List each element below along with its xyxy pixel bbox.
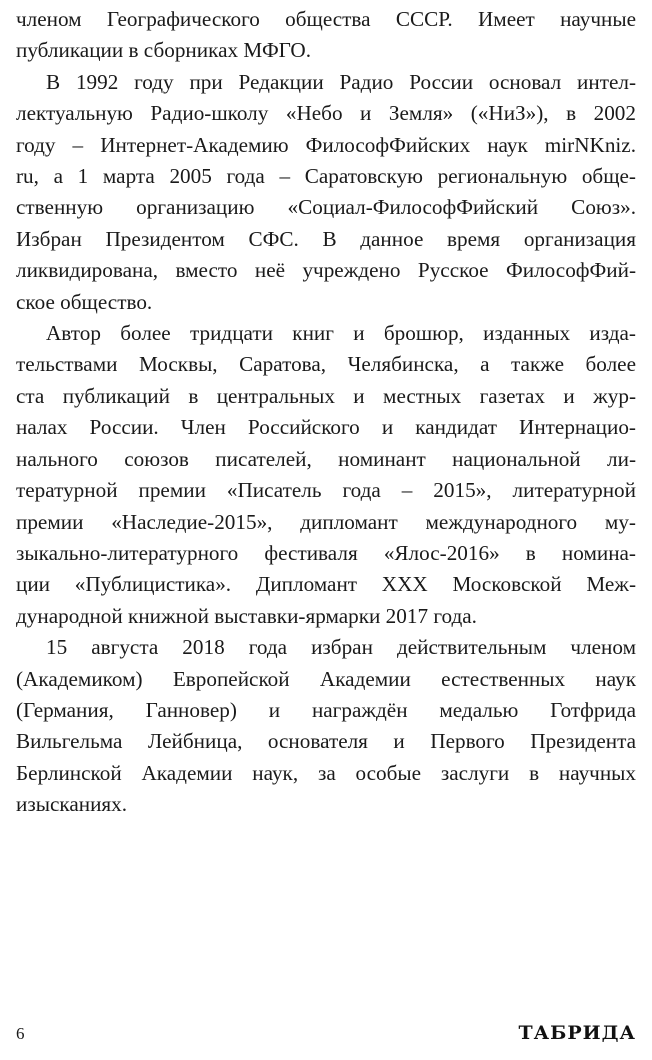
- text-line: (Германия, Ганновер) и награждён медалью Готфрида: [16, 697, 636, 722]
- text-line: премии «Наследие-2015», дипломант международного му-: [16, 509, 636, 534]
- paragraph-continuation: [16, 4, 636, 67]
- text-line: ru, а 1 марта 2005 года – Саратовскую региональную обще-: [16, 164, 636, 189]
- page-footer: [16, 1022, 636, 1050]
- text-line: 15 августа 2018 года избран действительным членом: [46, 635, 636, 660]
- page-number: 6: [16, 1024, 25, 1043]
- text-line: Избран Президентом СФС. В данное время организация: [16, 226, 636, 251]
- paragraph-author-works: [16, 318, 636, 632]
- text-line: зыкально-литературного фестиваля «Ялос-2016» в номина-: [16, 540, 636, 565]
- text-line: Вильгельма Лейбница, основателя и Первого Президента: [16, 729, 636, 754]
- text-line: ста публикаций в центральных и местных газетах и жур-: [16, 383, 636, 408]
- text-line: (Академиком) Европейской Академии естественных наук: [16, 666, 636, 691]
- text-line: ликвидирована, вместо неё учреждено Русское ФилософФий-: [16, 258, 636, 283]
- text-line: Автор более тридцати книг и брошюр, изданных изда-: [46, 321, 636, 346]
- text-line: В 1992 году при Редакции Радио России основал интел-: [46, 69, 636, 94]
- publisher-logo: ТАБРИДА: [518, 1022, 636, 1044]
- text-line: членом Географического общества СССР. Имеет научные: [16, 7, 636, 31]
- paragraph-radio-school: [16, 67, 636, 318]
- text-line: Берлинской Академии наук, за особые заслуги в научных: [16, 760, 636, 785]
- text-line: ское общество.: [16, 289, 153, 314]
- text-line: тельствами Москвы, Саратова, Челябинска, а также более: [16, 352, 636, 377]
- text-line: году – Интернет-Академию ФилософФийских наук mirNKniz.: [16, 132, 636, 157]
- book-page: [16, 0, 636, 1060]
- text-line: нального союзов писателей, номинант национальной ли-: [16, 446, 636, 471]
- text-line: публикации в сборниках МФГО.: [16, 38, 311, 63]
- text-line: ции «Публицистика». Дипломант XXX Московской Меж-: [16, 572, 636, 597]
- text-line: ственную организацию «Социал-ФилософФийский Союз».: [16, 195, 636, 220]
- text-line: лектуальную Радио-школу «Небо и Земля» («НиЗ»), в 2002: [16, 101, 636, 126]
- text-line: дународной книжной выставки-ярмарки 2017 года.: [16, 603, 477, 628]
- body-text: [16, 4, 636, 821]
- paragraph-academy: [16, 632, 636, 820]
- text-line: налах России. Член Российского и кандидат Интернацио-: [16, 415, 636, 440]
- text-line: тературной премии «Писатель года – 2015», литературной: [16, 478, 636, 503]
- text-line: изысканиях.: [16, 792, 128, 817]
